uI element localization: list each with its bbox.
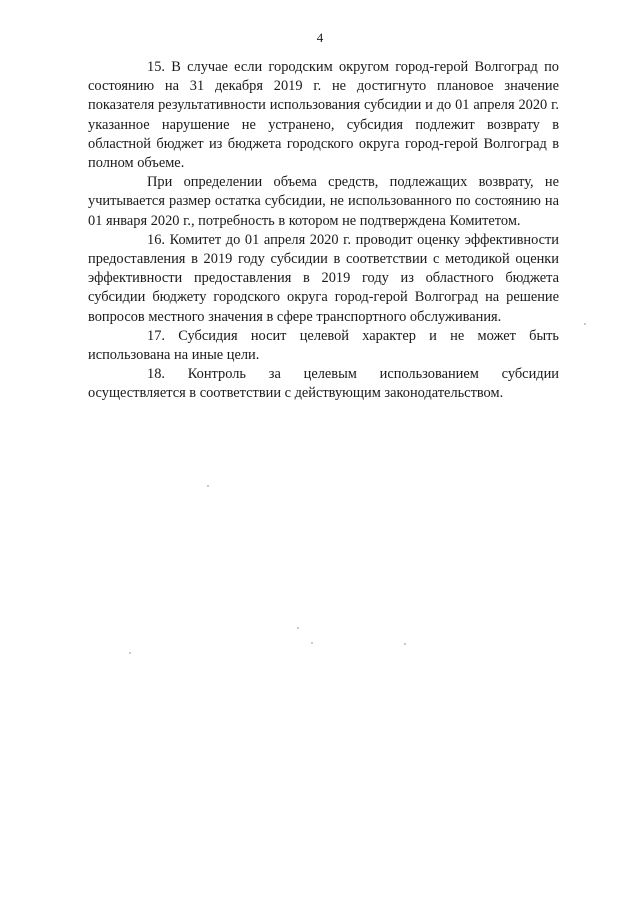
document-body: [88, 58, 559, 404]
scan-speck: [584, 323, 586, 325]
paragraph-16: 16. Комитет до 01 апреля 2020 г. проводит оценку эффективности предоставления в 2019 году субсидии в соответствии с методикой оценки эффективности предоставления в 2019 году из областного бюджета субсидии бюджету городского округа город-герой Волгоград на решение вопросов местного значения в сфере транспортного обслуживания.: [88, 231, 559, 325]
paragraph-15: 15. В случае если городским округом город-герой Волгоград по состоянию на 31 декабря 2019 г. не достигнуто плановое значение показателя результативности использования субсидии и до 01 апреля 2020 г. указанное нарушение не устранено, субсидия подлежит возврату в областной бюджет из бюджета городского округа город-герой Волгоград в полном объеме.: [88, 59, 559, 172]
page-number: 4: [316, 30, 324, 45]
scan-speck: [207, 485, 209, 487]
paragraph-17: 17. Субсидия носит целевой характер и не может быть использована на иные цели.: [88, 327, 559, 364]
paragraph-15-continuation: При определении объема средств, подлежащих возврату, не учитывается размер остатка субсидии, не использованного по состоянию на 01 января 2020 г., потребность в котором не подтверждена Комитетом.: [88, 174, 559, 229]
scan-speck: [129, 652, 131, 654]
scan-speck: [311, 642, 313, 644]
scan-speck: [404, 643, 406, 645]
scan-speck: [297, 627, 299, 629]
paragraph-18: 18. Контроль за целевым использованием субсидии осуществляется в соответствии с действующим законодательством.: [88, 366, 559, 402]
